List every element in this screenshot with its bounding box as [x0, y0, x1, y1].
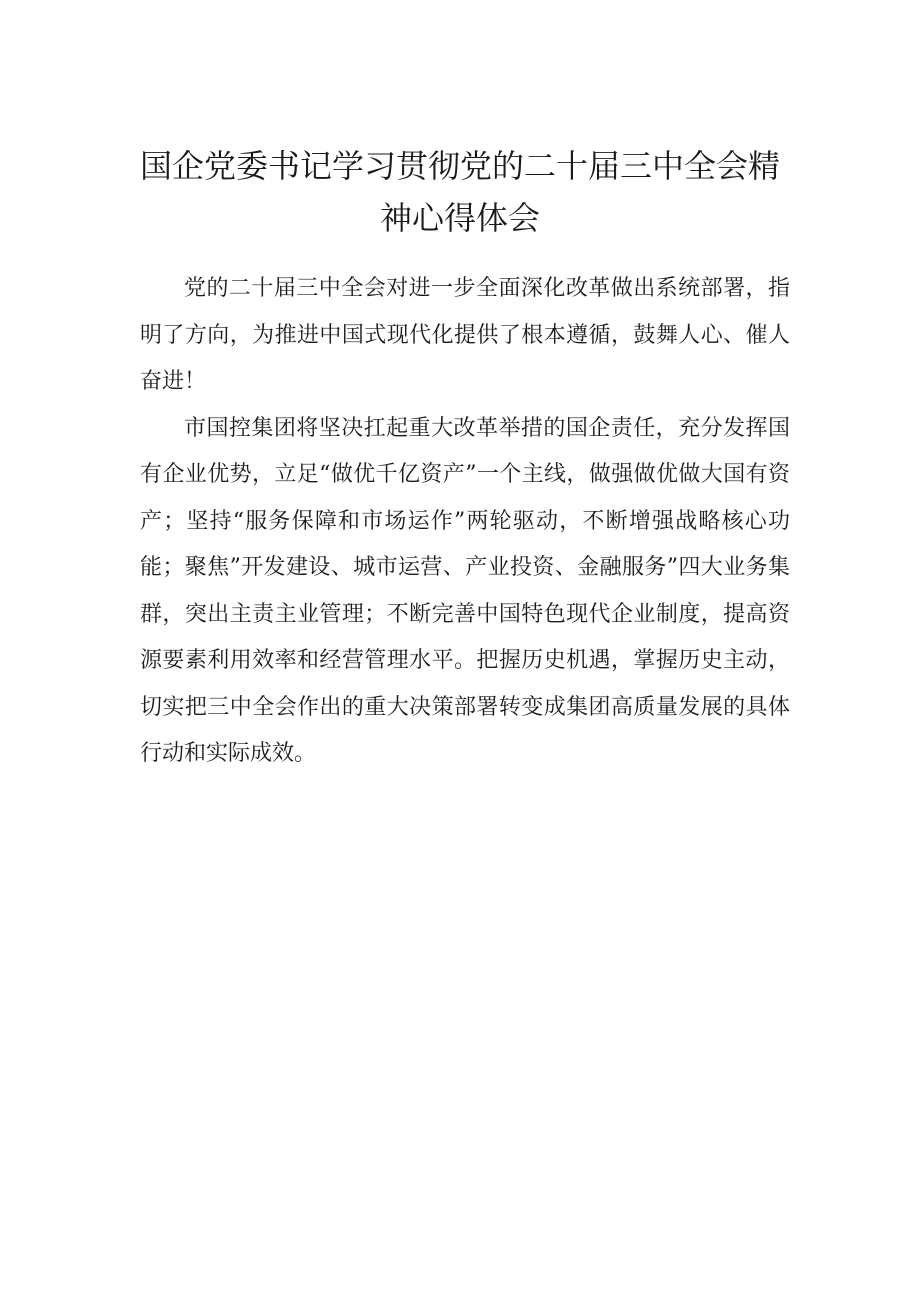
document-title: 国企党委书记学习贯彻党的二十届三中全会精神心得体会 — [139, 147, 780, 237]
document-body — [140, 266, 790, 778]
paragraph-1: 党的二十届三中全会对进一步全面深化改革做出系统部署，指明了方向，为推进中国式现代化提供了根本遵循，鼓舞人心、催人奋进！ — [140, 276, 790, 394]
paragraph-2: 市国控集团将坚决扛起重大改革举措的国企责任，充分发挥国有企业优势，立足“做优千亿资产”一个主线，做强做优做大国有资产；坚持“服务保障和市场运作”两轮驱动，不断增强战略核心功能；聚焦”开发建设、城市运营、产业投资、金融服务”四大业务集群，突出主责主业管理；不断完善中国特色现代企业制度，提高资源要素利用效率和经营管理水平。把握历史机遇，掌握历史主动，切实把三中全会作出的重大决策部署转变成集团高质量发展的具体行动和实际成效。 — [140, 415, 790, 766]
